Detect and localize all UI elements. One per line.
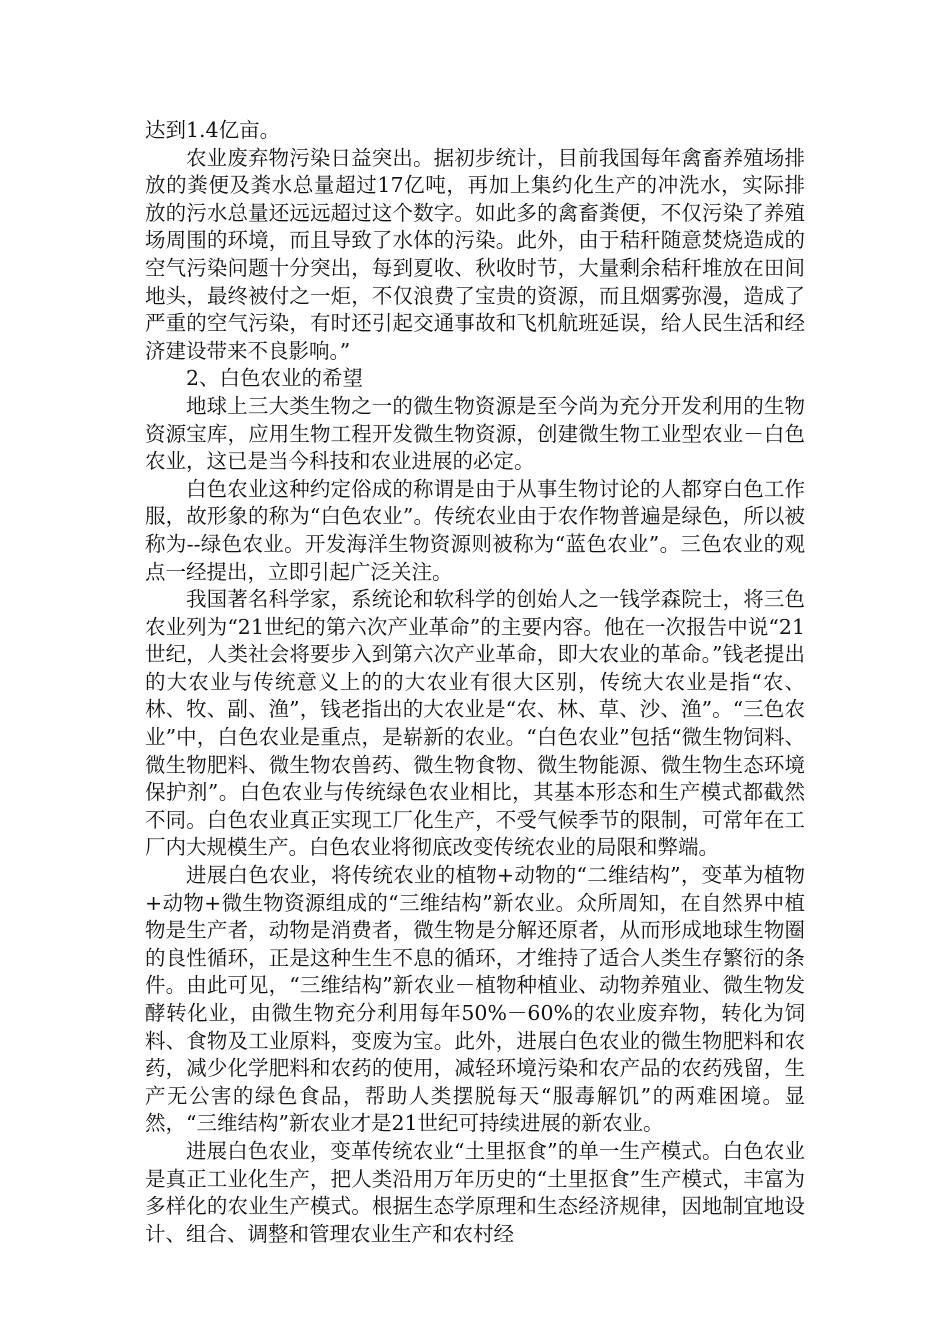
paragraph-three-dimensional: 进展白色农业，将传统农业的植物+动物的“二维结构”，变革为植物+动物+微生物资源组成的“三维结构”新农业。众所周知，在自然界中植物是生产者，动物是消费者，微生物是分解还原者，从而形成地球生物圈的良性循环，正是这种生生不息的循环，才维持了适合人类生存繁衍的条件。由此可见，“三维结构”新农业－植物种植业、动物养殖业、微生物发酵转化业，由微生物充分利用每年50%－60%的农业废弃物，转化为饲料、食物及工业原料，变废为宝。此外，进展白色农业的微生物肥料和农药，减少化学肥料和农药的使用，减轻环境污染和农产品的农药残留，生产无公害的绿色食品，帮助人类摆脱每天“服毒解饥”的两难困境。显然，“三维结构”新农业才是21世纪可持续进展的新农业。 xyxy=(145,863,805,1136)
section-heading: 2、白色农业的希望 xyxy=(186,366,364,391)
paragraph-qian-xuesen: 我国著名科学家，系统论和软科学的创始人之一钱学森院士，将三色农业列为“21世纪的第六次产业革命”的主要内容。他在一次报告中说“21世纪，人类社会将要步入到第六次产业革命，即大农业的革命。”钱老提出的大农业与传统意义上的的大农业有很大区别，传统大农业是指“农、林、牧、副、渔”，钱老指出的大农业是“农、林、草、沙、渔”。“三色农业”中，白色农业是重点，是崭新的农业。“白色农业”包括“微生物饲料、微生物肥料、微生物农兽药、微生物食物、微生物能源、微生物生态环境保护剂”。白色农业与传统绿色农业相比，其基本形态和生产模式都截然不同。白色农业真正实现工厂化生产，不受气候季节的限制，可常年在工厂内大规模生产。白色农业将彻底改变传统农业的局限和弊端。 xyxy=(145,587,805,860)
paragraph-waste-pollution: 农业废弃物污染日益突出。据初步统计，目前我国每年禽畜养殖场排放的粪便及粪水总量超过17亿吨，再加上集约化生产的冲洗水，实际排放的污水总量还远远超过这个数字。如此多的禽畜粪便，不仅污染了养殖场周围的环境，而且导致了水体的污染。此外，由于秸秆随意焚烧造成的空气污染问题十分突出，每到夏收、秋收时节，大量剩余秸秆堆放在田间地头，最终被付之一炬，不仅浪费了宝贵的资源，而且烟雾弥漫，造成了严重的空气污染，有时还引起交通事故和飞机航班延误，给人民生活和经济建设带来不良影响。” xyxy=(145,145,805,363)
paragraph-production-mode: 进展白色农业，变革传统农业“土里抠食”的单一生产模式。白色农业是真正工业化生产，把人类沿用万年历史的“土里抠食”生产模式，丰富为多样化的农业生产模式。根据生态学原理和生态经济规律，因地制宜地设计、组合、调整和管理农业生产和农村经 xyxy=(145,1138,805,1246)
paragraph-microbial-resources: 地球上三大类生物之一的微生物资源是至今尚为充分开发利用的生物资源宝库，应用生物工程开发微生物资源，创建微生物工业型农业－白色农业，这已是当今科技和农业进展的必定。 xyxy=(145,393,805,474)
document-body xyxy=(145,117,805,1248)
paragraph-continuation: 达到1.4亿亩。 xyxy=(145,118,281,142)
paragraph-white-agriculture-name: 白色农业这种约定俗成的称谓是由于从事生物讨论的人都穿白色工作服，故形象的称为“白色农业”。传统农业由于农作物普遍是绿色，所以被称为--绿色农业。开发海洋生物资源则被称为“蓝色农业”。三色农业的观点一经提出，立即引起广泛关注。 xyxy=(145,476,805,584)
